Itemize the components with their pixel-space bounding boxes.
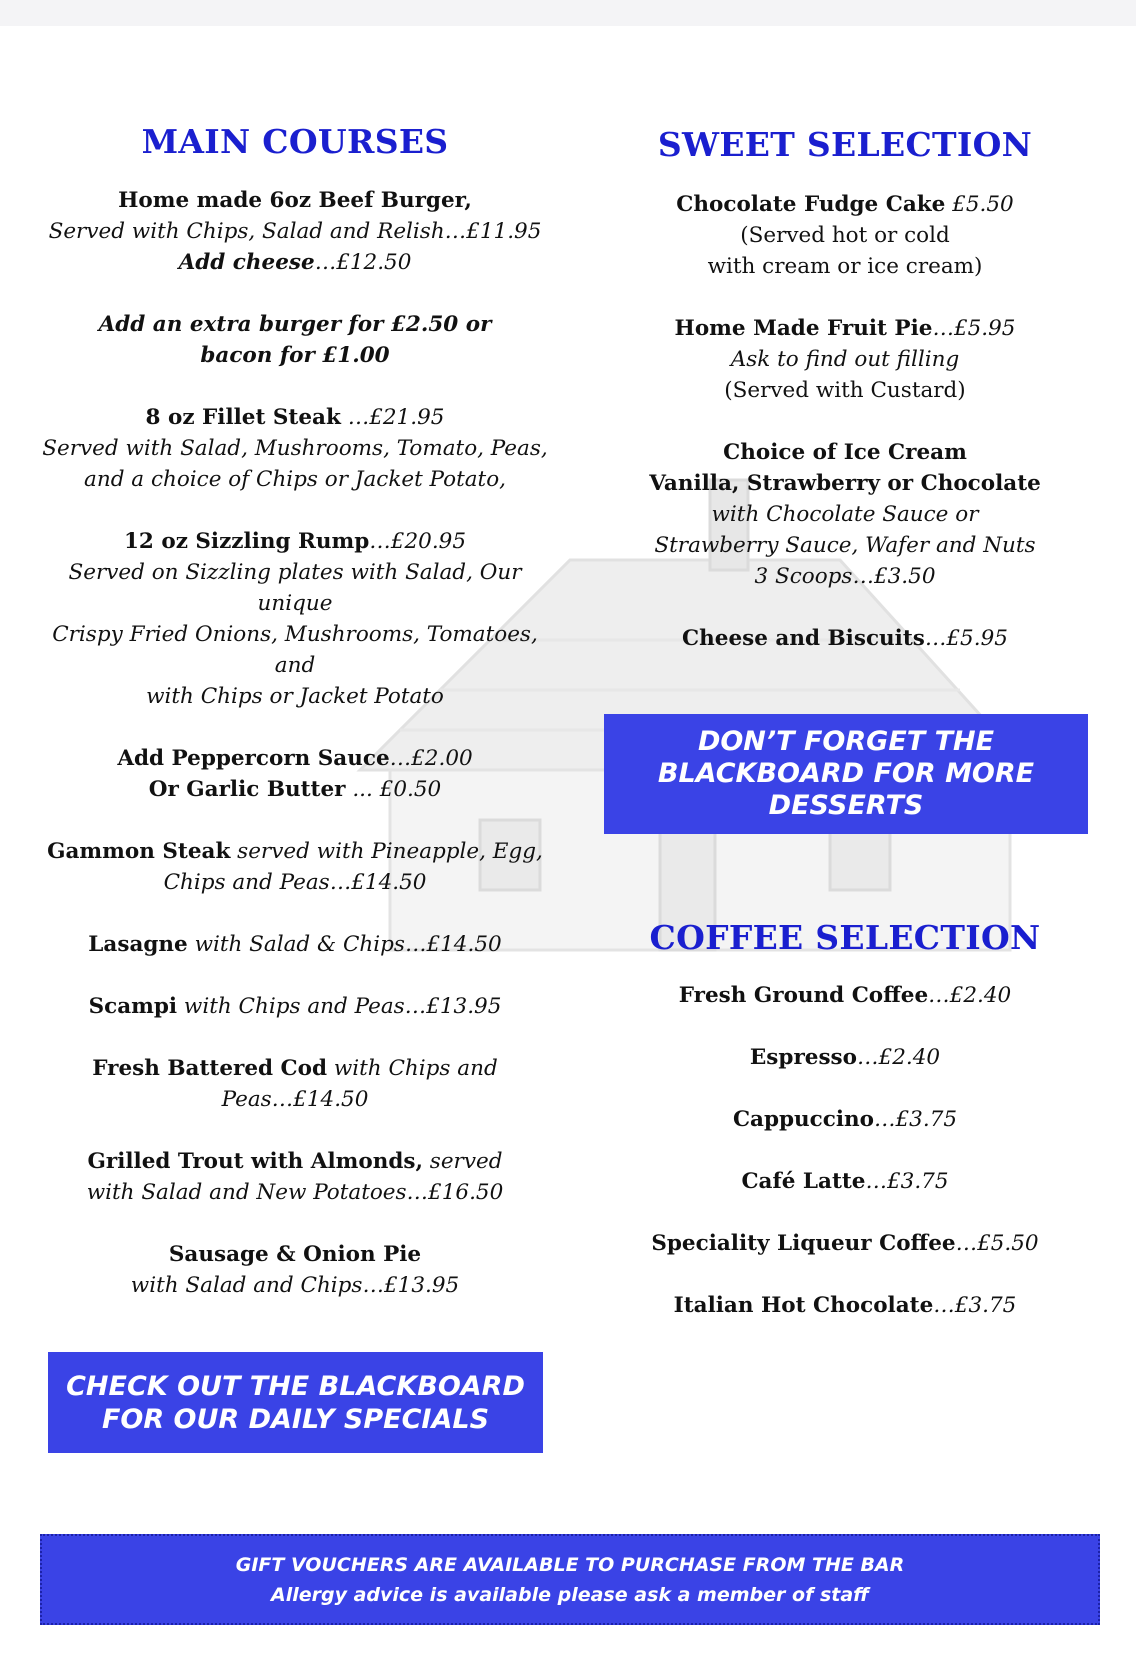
menu-item-fruit-pie: Home Made Fruit Pie…£5.95 Ask to find out filling (Served with Custard) <box>674 316 1016 403</box>
gift-vouchers-note: GIFT VOUCHERS ARE AVAILABLE TO PURCHASE FROM THE BAR <box>235 1553 905 1576</box>
menu-item-scampi: Scampi with Chips and Peas…£13.95 <box>88 994 502 1019</box>
menu-item-cafe-latte: Café Latte…£3.75 <box>741 1169 949 1194</box>
menu-item-espresso: Espresso…£2.40 <box>749 1045 941 1070</box>
menu-item-sauces: Add Peppercorn Sauce…£2.00 Or Garlic Butter ... £0.50 <box>117 746 473 802</box>
menu-item-grilled-trout: Grilled Trout with Almonds, served with Salad and New Potatoes…£16.50 <box>86 1149 504 1205</box>
main-courses-heading: MAIN COURSES <box>141 122 449 161</box>
main-courses-section <box>30 120 560 1301</box>
sweet-selection-section <box>622 120 1068 654</box>
footer-banner <box>40 1534 1100 1625</box>
daily-specials-banner: CHECK OUT THE BLACKBOARD FOR OUR DAILY SPECIALS <box>48 1352 543 1453</box>
menu-item-battered-cod: Fresh Battered Cod with Chips and Peas…£14.50 <box>92 1056 498 1112</box>
menu-item-ice-cream: Choice of Ice Cream Vanilla, Strawberry or Chocolate with Chocolate Sauce or Strawberry Sauce, Wafer and Nuts 3 Scoops…£3.50 <box>649 440 1041 589</box>
menu-item-sizzling-rump: 12 oz Sizzling Rump…£20.95 Served on Sizzling plates with Salad, Our unique Crispy Fried Onions, Mushrooms, Tomatoes, and with Chips or Jacket Potato <box>52 529 538 709</box>
coffee-selection-section <box>622 916 1068 1321</box>
menu-item-cappuccino: Cappuccino…£3.75 <box>732 1107 958 1132</box>
menu-item-liqueur-coffee: Speciality Liqueur Coffee…£5.50 <box>651 1231 1039 1256</box>
menu-item-sausage-onion-pie: Sausage & Onion Pie with Salad and Chips…£13.95 <box>130 1242 460 1298</box>
desserts-banner: DON’T FORGET THE BLACKBOARD FOR MORE DESSERTS <box>604 714 1088 834</box>
menu-item-fudge-cake: Chocolate Fudge Cake £5.50 (Served hot or cold with cream or ice cream) <box>676 192 1014 279</box>
sweet-selection-heading: SWEET SELECTION <box>657 125 1033 164</box>
menu-item-beef-burger: Home made 6oz Beef Burger, Served with Chips, Salad and Relish…£11.95 Add cheese…£12.50 <box>48 188 542 275</box>
menu-item-fillet-steak: 8 oz Fillet Steak …£21.95 Served with Salad, Mushrooms, Tomato, Peas, and a choice of Chips or Jacket Potato, <box>42 405 548 492</box>
menu-item-hot-chocolate: Italian Hot Chocolate…£3.75 <box>673 1293 1017 1318</box>
menu-item-gammon-steak: Gammon Steak served with Pineapple, Egg, Chips and Peas…£14.50 <box>47 839 543 895</box>
menu-item-lasagne: Lasagne with Salad & Chips…£14.50 <box>88 932 502 957</box>
top-strip <box>0 0 1136 26</box>
menu-item-cheese-biscuits: Cheese and Biscuits…£5.95 <box>682 626 1008 651</box>
menu-item-ground-coffee: Fresh Ground Coffee…£2.40 <box>678 983 1012 1008</box>
coffee-selection-heading: COFFEE SELECTION <box>649 918 1041 957</box>
menu-item-extra-burger: Add an extra burger for £2.50 or bacon for £1.00 <box>98 312 492 368</box>
allergy-note: Allergy advice is available please ask a member of staff <box>271 1583 869 1606</box>
